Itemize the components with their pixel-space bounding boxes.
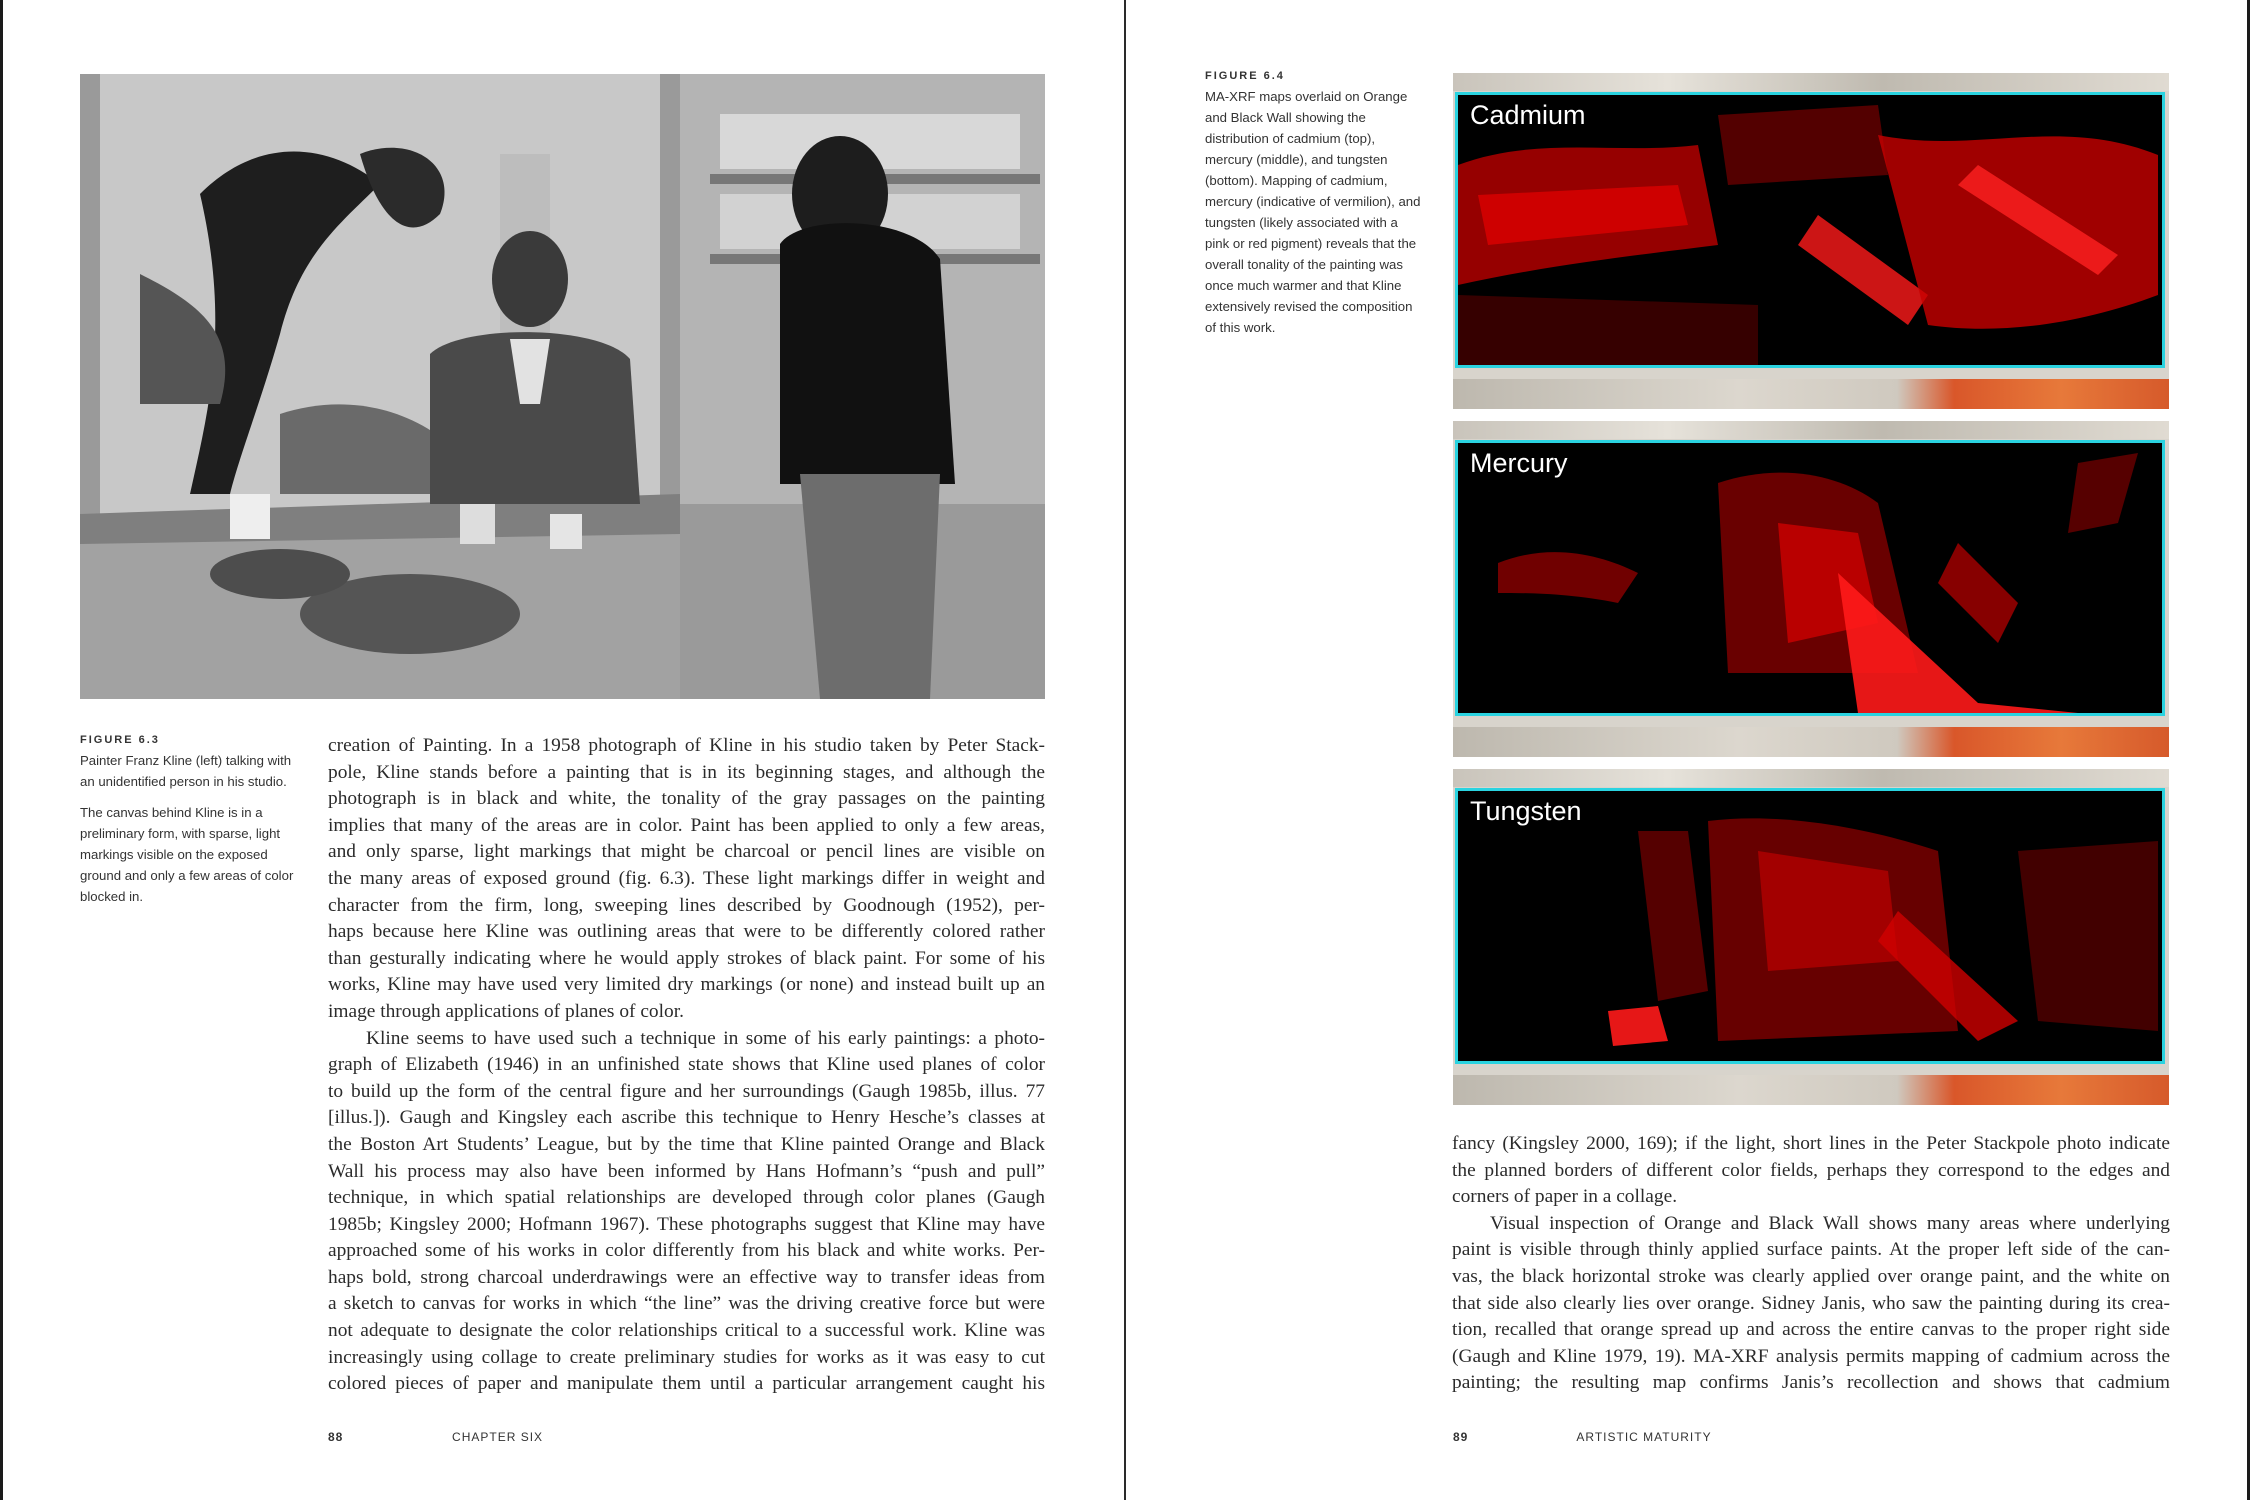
- body-line: a sketch to canvas for works in which “the line” was the driving creative force but were: [328, 1293, 1045, 1315]
- body-line: approached some of his works in color differently from his black and white works. Per-: [328, 1240, 1045, 1262]
- body-line: (Gaugh and Kline 1979, 19). MA-XRF analysis permits mapping of cadmium across the: [1452, 1345, 2170, 1367]
- map-label: Cadmium: [1470, 100, 1586, 130]
- figure-6-3-caption: [80, 734, 295, 907]
- xrf-map-cadmium: [1453, 73, 2169, 409]
- painting-strip-bottom: [1453, 379, 2169, 409]
- figure-caption: MA-XRF maps overlaid on Orange and Black Wall showing the distribution of cadmium (top), mercury (middle), and tungsten (bottom). Mapping of cadmium, mercury (indicative of vermilion), and tungsten (likely associated with a pink or red pigment) reveals that the overall tonality of the painting was once much warmer and that Kline extensively revised the composition of this work.: [1205, 89, 1421, 335]
- tungsten-distribution: [1458, 791, 2162, 1061]
- running-head: CHAPTER SIX: [452, 1430, 544, 1444]
- body-line: fancy (Kingsley 2000, 169); if the light, short lines in the Peter Stackpole photo indicate: [1452, 1133, 2170, 1154]
- right-paragraph-1: [1452, 1131, 2170, 1211]
- map-label: Tungsten: [1470, 796, 1582, 826]
- body-line: to build up the form of the central figure and her surroundings (Gaugh 1985b, illus. 77: [328, 1080, 1045, 1102]
- body-line: photograph is in black and white, the tonality of the gray passages on the painting: [328, 788, 1045, 810]
- body-line: the many areas of exposed ground (fig. 6.3). These light markings differ in weight and: [328, 867, 1045, 889]
- body-line: 1985b; Kingsley 2000; Hofmann 1967). These photographs suggest that Kline may have: [328, 1213, 1045, 1235]
- body-line: and only sparse, light markings that might be charcoal or pencil lines are visible on: [328, 841, 1045, 863]
- painting-strip-top: [1453, 769, 2169, 787]
- body-line: vas, the black horizontal stroke was clearly applied over orange paint, and the white on: [1452, 1265, 2170, 1287]
- body-line: the Boston Art Students’ League, but by the time that Kline painted Orange and Black: [328, 1133, 1045, 1155]
- left-paragraph-2: [328, 1026, 1045, 1398]
- right-body-text: [1452, 1131, 2170, 1397]
- body-line: paint is visible through thinly applied surface paints. At the proper left side of the can-: [1452, 1239, 2170, 1261]
- figure-label: FIGURE 6.3: [80, 734, 160, 746]
- painting-strip-bottom: [1453, 1075, 2169, 1105]
- body-line: not adequate to designate the color relationships critical to a successful work. Kline was: [328, 1320, 1045, 1342]
- painting-strip-top: [1453, 421, 2169, 439]
- right-paragraph-2: [1452, 1211, 2170, 1397]
- figure-note: The canvas behind Kline is in a preliminary form, with sparse, light markings visible on the exposed ground and only a few areas of color blocked in.: [80, 805, 294, 904]
- body-line: haps bold, strong charcoal underdrawings were an effective way to transfer ideas from: [328, 1266, 1045, 1288]
- studio-photograph: [80, 74, 1045, 699]
- page-gutter: [1124, 0, 1126, 1500]
- xrf-map-mercury: [1453, 421, 2169, 757]
- body-line: pole, Kline stands before a painting that is in its beginning stages, and although the: [328, 761, 1045, 783]
- body-line: the planned borders of different color fields, perhaps they correspond to the edges and: [1452, 1159, 2170, 1181]
- figure-caption: Painter Franz Kline (left) talking with an unidentified person in his studio.: [80, 753, 292, 789]
- body-line: than gesturally indicating where he would apply strokes of black paint. For some of his: [328, 947, 1045, 969]
- body-line: Kline seems to have used such a technique in some of his early paintings: a photo-: [366, 1027, 1045, 1049]
- body-line: corners of paper in a collage.: [1452, 1186, 1678, 1208]
- painting-strip-bottom: [1453, 727, 2169, 757]
- body-line: increasingly using collage to create preliminary studies for works as it was easy to cut: [328, 1346, 1045, 1368]
- body-line: haps because here Kline was outlining areas that were to be differently colored rather: [328, 921, 1045, 943]
- cadmium-distribution: [1458, 95, 2162, 365]
- body-line: that side also clearly lies over orange. Sidney Janis, who saw the painting during its crea-: [1452, 1292, 2170, 1314]
- left-paragraph-1: [328, 733, 1045, 1026]
- page-number: 88: [328, 1430, 344, 1444]
- xrf-map-image: [1455, 788, 2165, 1064]
- body-line: implies that many of the areas are in color. Paint has been applied to only a few areas,: [328, 814, 1045, 836]
- body-line: Visual inspection of Orange and Black Wall shows many areas where underlying: [1490, 1212, 2170, 1234]
- studio-photo-drawing: [80, 74, 1045, 699]
- body-line: graph of Elizabeth (1946) in an unfinished state shows that Kline used planes of color: [328, 1054, 1045, 1076]
- map-label: Mercury: [1470, 448, 1568, 478]
- body-line: Wall his process may also have been informed by Hans Hofmann’s “push and pull”: [328, 1160, 1045, 1182]
- xrf-map-image: [1455, 440, 2165, 716]
- figure-label: FIGURE 6.4: [1205, 70, 1285, 82]
- painting-strip-top: [1453, 73, 2169, 91]
- left-page-edge: [0, 0, 3, 1500]
- body-line: technique, in which spatial relationships are developed through color planes (Gaugh: [328, 1187, 1045, 1209]
- body-line: character from the firm, long, sweeping lines described by Goodnough (1952), per-: [328, 894, 1045, 916]
- body-line: creation of Painting. In a 1958 photograph of Kline in his studio taken by Peter Stack-: [328, 735, 1045, 756]
- figure-6-4-caption: [1205, 70, 1423, 338]
- body-line: works, Kline may have used very limited dry markings (or none) and instead built up an: [328, 974, 1045, 996]
- mercury-distribution: [1458, 443, 2162, 713]
- body-line: colored pieces of paper and manipulate them until a particular arrangement caught his: [328, 1373, 1045, 1395]
- page-number: 89: [1453, 1430, 1469, 1444]
- left-folio: [328, 1430, 543, 1444]
- body-line: painting; the resulting map confirms Janis’s recollection and shows that cadmium: [1452, 1372, 2170, 1394]
- left-body-text: [328, 733, 1045, 1398]
- xrf-map-image: [1455, 92, 2165, 368]
- body-line: [illus.]). Gaugh and Kingsley each ascribe this technique to Henry Hesche’s classes at: [328, 1107, 1045, 1129]
- xrf-map-tungsten: [1453, 769, 2169, 1105]
- body-line: tion, recalled that orange spread up and across the entire canvas to the proper right side: [1452, 1319, 2170, 1341]
- right-folio: [1453, 1430, 1712, 1444]
- running-head: ARTISTIC MATURITY: [1576, 1430, 1712, 1444]
- body-line: image through applications of planes of color.: [328, 1000, 684, 1022]
